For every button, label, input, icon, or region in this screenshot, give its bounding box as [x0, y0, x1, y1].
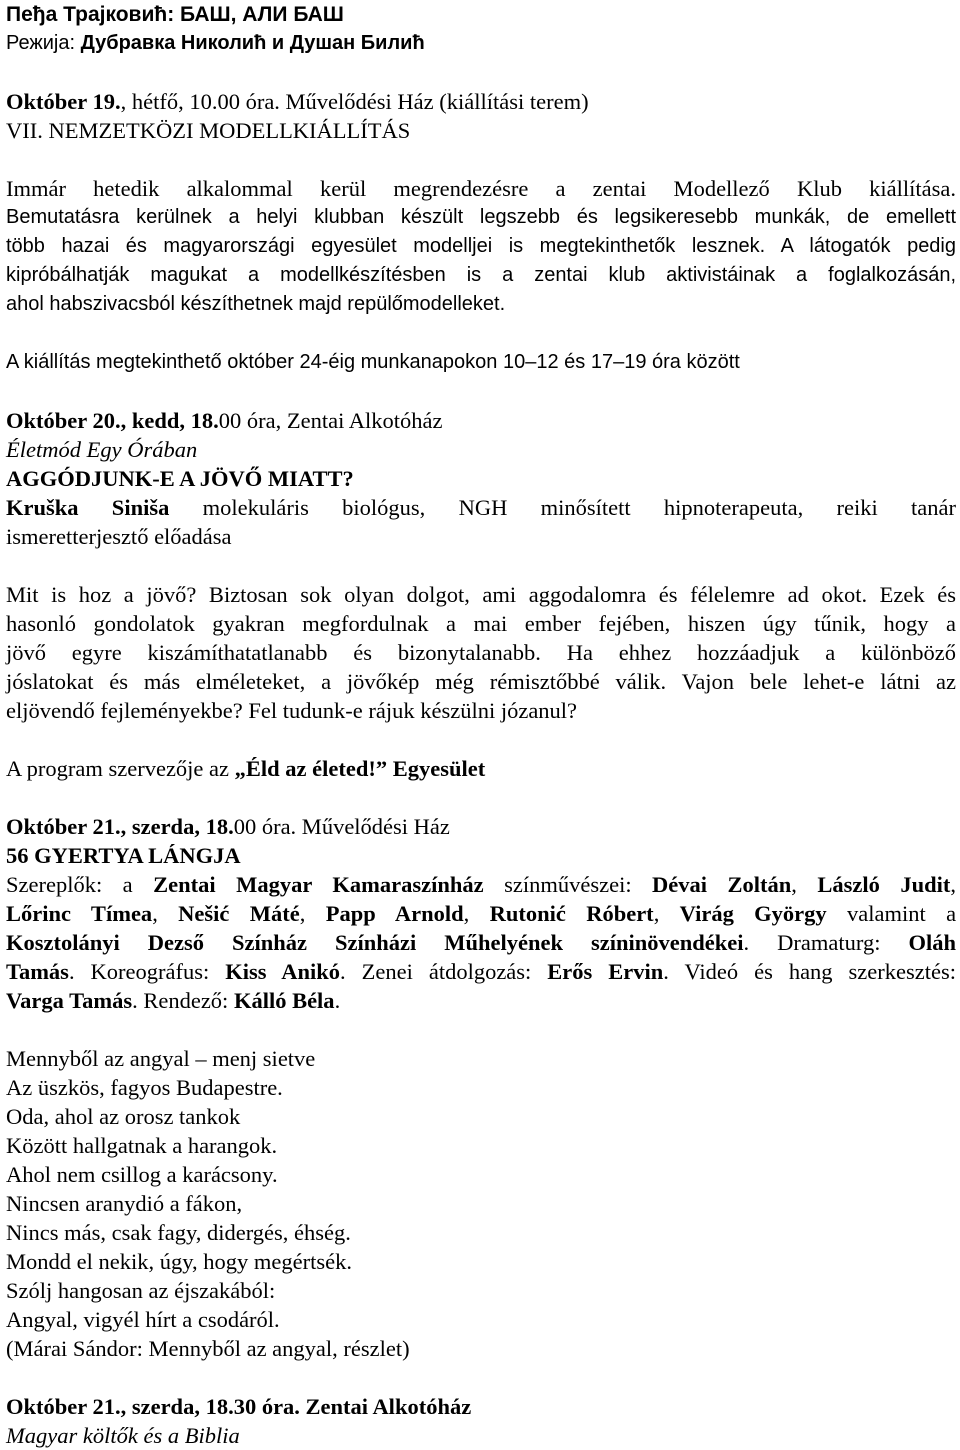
cast-text: . Koreográfus: [68, 959, 226, 984]
cast-text: Szereplők: a [6, 872, 154, 897]
exhibition-hours: A kiállítás megtekinthető október 24-éig munkanapokon 10–12 és 17–19 óra között [6, 351, 740, 373]
cast-actor: Papp Arnold [325, 901, 464, 926]
cast-actor: Virág György [679, 901, 827, 926]
event-date: Október 19. [6, 89, 121, 114]
cast-crew: Kiss Anikó [225, 959, 341, 984]
cast-text: , [299, 901, 326, 926]
speaker-name: Kruška Siniša [6, 495, 170, 520]
event-date-line [6, 406, 956, 435]
cast-text: . Dramaturg: [743, 930, 909, 955]
cast-line [6, 928, 956, 957]
event-title: AGGÓDJUNK-E A JÖVŐ MIATT? [6, 466, 354, 491]
cast-crew: Tamás [6, 959, 69, 984]
cast-school: Kosztolányi Dezső Színház Színházi Műhelyének színinövendékei [6, 930, 744, 955]
poem-line: Mennyből az angyal – menj sietve [6, 1046, 316, 1071]
cast-actor: Nešić Máté [178, 901, 300, 926]
event-date-line [6, 87, 956, 116]
poem-line: Között hallgatnak a harangok. [6, 1133, 278, 1158]
event-heading-serbian: Пеђа Трајковић: БАШ, АЛИ БАШ [6, 3, 344, 26]
poem-line: Az üszkös, fagyos Budapestre. [6, 1075, 283, 1100]
description-line: jövő egyre kiszámíthatatlanabb és bizonytalanabb. Ha ehhez hozzáadjuk a különböző [6, 640, 956, 665]
description-line: eljövendő fejleményekbe? Fel tudunk-e rájuk készülni józanul? [6, 698, 578, 723]
cast-text: , [950, 872, 956, 897]
poem-line: Nincs más, csak fagy, didergés, éhség. [6, 1220, 351, 1245]
event-title: 56 GYERTYA LÁNGJA [6, 843, 241, 868]
cast-line [6, 870, 956, 899]
cast-line [6, 986, 956, 1015]
director-label: Режија: [6, 32, 76, 54]
cast-actor: Dévai Zoltán [652, 872, 792, 897]
poem-line: Nincsen aranydió a fákon, [6, 1191, 243, 1216]
event-date: Október 21., szerda, 18. [6, 814, 234, 839]
speaker-description: molekuláris biológus, NGH minősített hipnoterapeuta, reiki tanár [202, 495, 957, 520]
series-name: Életmód Egy Órában [6, 437, 198, 462]
event-time-place: 00 óra, Zentai Alkotóház [218, 408, 443, 433]
cast-text: , [463, 901, 490, 926]
cast-text: , [791, 872, 818, 897]
event-date-line [6, 812, 956, 841]
description-line: Bemutatásra kerülnek a helyi klubban készült legszebb és legsikeresebb munkák, de emellett [6, 206, 956, 228]
description-line: Immár hetedik alkalommal kerül megrendezésre a zentai Modellező Klub kiállítása. [6, 176, 956, 201]
event-date: Október 20., kedd, 18. [6, 408, 219, 433]
cast-actor: Lőrinc Tímea [6, 901, 153, 926]
cast-text: valamint a [826, 901, 957, 926]
document-page [6, 0, 956, 1450]
event-time-place: 00 óra. Művelődési Ház [233, 814, 450, 839]
cast-text: . Zenei átdolgozás: [340, 959, 548, 984]
organizer-line [6, 754, 956, 783]
cast-crew: Kálló Béla [233, 988, 335, 1013]
speaker-line [6, 493, 956, 522]
cast-crew: Oláh [908, 930, 956, 955]
cast-actor: László Judit [817, 872, 951, 897]
description-line: Mit is hoz a jövő? Biztosan sok olyan dolgot, ami aggodalomra és félelemre ad okot. Ezek és [6, 582, 956, 607]
organizer-prefix: A program szervezője az [6, 756, 235, 781]
cast-text: , [152, 901, 179, 926]
cast-text: . Videó és hang szerkesztés: [663, 959, 956, 984]
series-name: Magyar költők és a Biblia [6, 1423, 240, 1448]
poem-line: Angyal, vigyél hírt a csodáról. [6, 1307, 280, 1332]
cast-crew: Erős Ervin [547, 959, 664, 984]
cast-line [6, 957, 956, 986]
organizer-name: „Éld az életed!” Egyesület [234, 756, 486, 781]
cast-actor: Rutonić Róbert [489, 901, 654, 926]
event-title: VII. NEMZETKÖZI MODELLKIÁLLÍTÁS [6, 118, 411, 143]
event-date-line: Október 21., szerda, 18.30 óra. Zentai Alkotóház [6, 1394, 472, 1419]
event-time-place: , hétfő, 10.00 óra. Művelődési Ház (kiállítási terem) [120, 89, 589, 114]
poem-line: Szólj hangosan az éjszakából: [6, 1278, 276, 1303]
director-line [6, 29, 956, 58]
poem-attribution: (Márai Sándor: Mennyből az angyal, részlet) [6, 1336, 410, 1361]
poem-line: Ahol nem csillog a karácsony. [6, 1162, 278, 1187]
description-line: ahol habszivacsból készíthetnek majd repülőmodelleket. [6, 293, 506, 315]
description-line: több hazai és magyarországi egyesület modelljei is megtekinthetők lesznek. A látogatók pedig [6, 235, 956, 257]
cast-text: színművészei: [483, 872, 653, 897]
poem-line: Oda, ahol az orosz tankok [6, 1104, 241, 1129]
cast-company: Zentai Magyar Kamaraszínház [153, 872, 484, 897]
cast-text: , [653, 901, 680, 926]
description-line: hasonló gondolatok gyakran megfordulnak a mai ember fejében, hiszen úgy tűnik, hogy a [6, 611, 956, 636]
director-names: Дубравка Николић и Душан Билић [80, 32, 425, 54]
cast-text: . Rendező: [132, 988, 234, 1013]
cast-crew: Varga Tamás [6, 988, 133, 1013]
cast-text: . [334, 988, 341, 1013]
speaker-line-2: ismeretterjesztő előadása [6, 524, 232, 549]
cast-line [6, 899, 956, 928]
poem-line: Mondd el nekik, úgy, hogy megértsék. [6, 1249, 352, 1274]
description-line: jóslatokat és más elméleteket, a jövőkép még rémisztőbbé válik. Vajon bele lehet-e látni az [6, 669, 956, 694]
description-line: kipróbálhatják magukat a modellkészítésben is a zentai klub aktivistáinak a foglalkozásán, [6, 264, 956, 286]
